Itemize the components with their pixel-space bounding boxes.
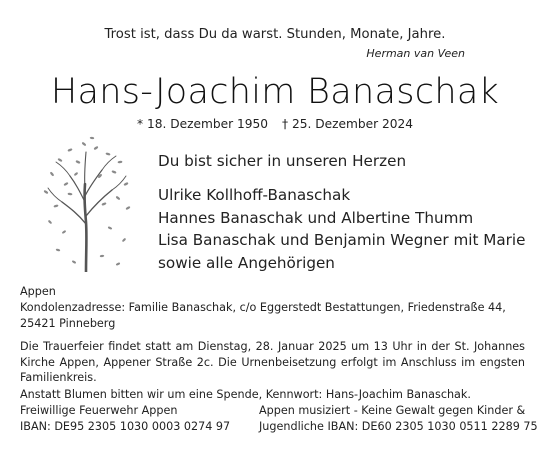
mourner-line: Lisa Banaschak und Benjamin Wegner mit Marie: [158, 231, 526, 249]
mourner-line: Hannes Banaschak und Albertine Thumm: [158, 208, 474, 227]
place-name: Appen: [20, 285, 56, 298]
life-dates: [0, 117, 550, 131]
birth-date: * 18. Dezember 1950: [136, 117, 268, 131]
recipient-iban: Jugendliche IBAN: DE60 2305 1030 0511 2289 75: [259, 419, 538, 433]
recipient-name: Freiwillige Feuerwehr Appen: [20, 404, 178, 417]
quote-author: Herman van Veen: [366, 47, 465, 60]
recipient-iban: IBAN: DE95 2305 1030 0003 0274 97: [20, 419, 231, 433]
ceremony-info: Die Trauerfeier findet statt am Dienstag, 28. Januar 2025 um 13 Uhr in der St. Johannes Kirche Appen, Appener Straße 2c. Die Urnenbeisetzung erfolgt im Anschluss im engsten Familienkreis.: [20, 340, 525, 384]
quote-text: Trost ist, dass Du da warst. Stunden, Monate, Jahre.: [104, 27, 446, 42]
tree-with-falling-leaves-icon: [40, 132, 135, 272]
condolence-address: Kondolenzadresse: Familie Banaschak, c/o Eggerstedt Bestattungen, Friedenstraße 44, 25421 Pinneberg: [20, 301, 506, 330]
mourner-line: Ulrike Kollhoff-Banaschak: [158, 186, 351, 204]
deceased-name: Hans-Joachim Banaschak: [50, 72, 500, 112]
death-date: † 25. Dezember 2024: [282, 117, 414, 131]
donation-recipient-right: [259, 403, 538, 434]
donation-request: Anstatt Blumen bitten wir um eine Spende, Kennwort: Hans-Joachim Banaschak.: [20, 388, 471, 401]
mourner-line: sowie alle Angehörigen: [158, 253, 335, 272]
mourners-headline: Du bist sicher in unseren Herzen: [158, 152, 407, 170]
recipient-name: Appen musiziert - Keine Gewalt gegen Kinder &: [259, 404, 526, 417]
donation-recipient-left: [20, 403, 230, 434]
mourners-list: [158, 184, 525, 274]
